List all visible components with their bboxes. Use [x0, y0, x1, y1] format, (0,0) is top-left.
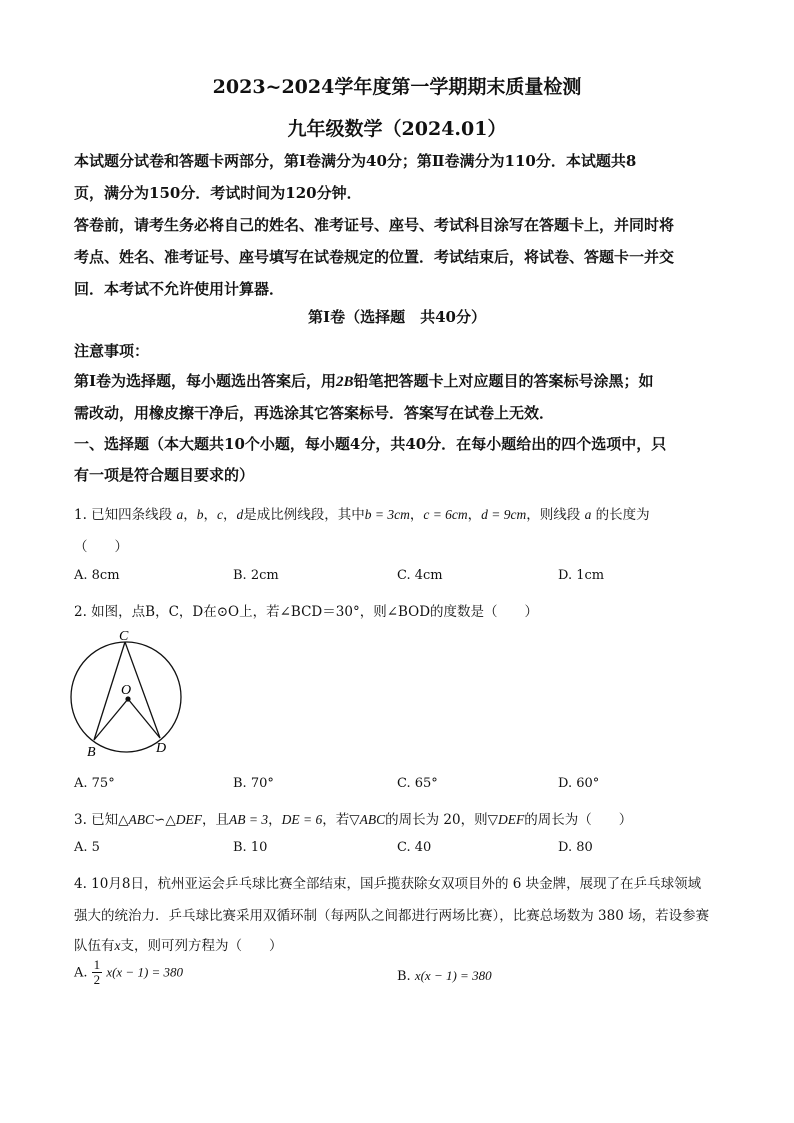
- circle-figure: [68, 628, 188, 763]
- q3-ab: AB = 3: [229, 812, 269, 827]
- q1-stem: [74, 503, 650, 523]
- q1-sep-4: ，: [409, 507, 424, 523]
- notes-text-c: 铅笔把答题卡上对应题目的答案标号涂黑；如: [353, 372, 654, 390]
- label-o: O: [121, 683, 132, 698]
- q3-text-e: 的周长为 20，则: [385, 812, 488, 828]
- q3-text-f: 的周长为（ ）: [524, 812, 633, 828]
- q4-line-3: [74, 934, 283, 954]
- q1-option-c[interactable]: C. 4cm: [397, 568, 443, 583]
- q1-var-a: a: [176, 507, 184, 522]
- q3-option-b[interactable]: B. 10: [233, 840, 268, 855]
- section-heading: 第Ⅰ卷（选择题 共40分）: [308, 308, 486, 326]
- q1-text-b: 是成比例线段，其中: [243, 507, 365, 523]
- q1-var-a-2: a: [584, 507, 592, 522]
- q4-option-b-label: B.: [397, 969, 411, 984]
- q1-var-d: d: [236, 507, 244, 522]
- notes-text-a: 第Ⅰ卷为选择题，每小题选出答案后，用: [74, 372, 337, 390]
- q1-text-c: ，则线段: [526, 507, 581, 523]
- exam-subtitle: 九年级数学（2024.01）: [287, 118, 507, 140]
- q4-line-1: 4. 10月8日，杭州亚运会乒乓球比赛全部结束，国乒揽获除女双项目外的 6 块金牌，展现了在乒乓球领域: [74, 876, 702, 892]
- q3-option-a[interactable]: A. 5: [74, 840, 100, 855]
- q1-sep-1: ，: [183, 507, 197, 523]
- q3-def: ▽DEF: [487, 812, 525, 827]
- fraction-denominator: 2: [93, 972, 101, 988]
- intro-line-2: 页，满分为150分．考试时间为120分钟．: [74, 184, 362, 202]
- part-heading-line-2: 有一项是符合题目要求的）: [74, 466, 255, 484]
- intro-line-4: 考点、姓名、准考证号、座号填写在试卷规定的位置．考试结束后，将试卷、答题卡一并交: [74, 248, 675, 266]
- fraction-numerator: 1: [93, 957, 101, 972]
- q3-option-d[interactable]: D. 80: [558, 840, 593, 855]
- q4-text-a: 队伍有: [74, 938, 115, 954]
- q1-c-value: c = 6cm: [423, 507, 468, 522]
- q2-option-a[interactable]: A. 75°: [74, 776, 115, 791]
- intro-line-5: 回．本考试不允许使用计算器．: [74, 280, 285, 298]
- radius-od: [128, 699, 160, 738]
- q1-text-a: 1. 已知四条线段: [74, 507, 173, 523]
- notes-label: 注意事项：: [74, 342, 150, 360]
- q2-stem: 2. 如图，点B，C，D在⊙O上，若∠BCD＝30°，则∠BOD的度数是（ ）: [74, 604, 539, 620]
- q3-stem: [74, 808, 632, 828]
- q3-option-c[interactable]: C. 40: [397, 840, 432, 855]
- pencil-grade: 2B: [336, 374, 354, 390]
- part-heading-line-1: 一、选择题（本大题共10个小题，每小题4分，共40分．在每小题给出的四个选项中，只: [74, 435, 667, 453]
- q1-option-a[interactable]: A. 8cm: [74, 568, 120, 583]
- q1-paren: （ ）: [74, 539, 128, 555]
- q1-var-b: b: [196, 507, 204, 522]
- exam-title: 2023~2024学年度第一学期期末质量检测: [212, 76, 582, 98]
- label-b: B: [87, 745, 96, 760]
- q2-option-d[interactable]: D. 60°: [558, 776, 600, 791]
- q4-option-b-expr: x(x − 1) = 380: [414, 968, 492, 983]
- q1-sep-2: ，: [203, 507, 217, 523]
- q4-option-a-expr: x(x − 1) = 380: [106, 964, 184, 980]
- q1-text-d: 的长度为: [595, 507, 650, 523]
- q1-option-b[interactable]: B. 2cm: [233, 568, 279, 583]
- q3-text-b: ，且: [202, 812, 229, 828]
- q4-text-b: 支，则可列方程为（ ）: [120, 938, 283, 954]
- notes-line-2: 需改动，用橡皮擦干净后，再选涂其它答案标号．答案写在试卷上无效．: [74, 404, 555, 422]
- q1-option-d[interactable]: D. 1cm: [558, 568, 605, 583]
- q1-sep-3: ，: [222, 507, 237, 523]
- notes-line-1: [74, 370, 654, 391]
- q1-d-value: d = 9cm: [481, 507, 527, 522]
- q3-similar: △ABC∽△DEF: [118, 812, 202, 827]
- q2-option-b[interactable]: B. 70°: [233, 776, 274, 791]
- q3-de: DE = 6: [281, 812, 323, 827]
- q2-option-c[interactable]: C. 65°: [397, 776, 438, 791]
- intro-line-3: 答卷前，请考生务必将自己的姓名、准考证号、座号、考试科目涂写在答题卡上，并同时将: [74, 216, 675, 234]
- q4-var-x: x: [114, 938, 121, 953]
- half-fraction: [92, 958, 103, 988]
- q1-b-value: b = 3cm: [364, 507, 410, 522]
- label-c: C: [119, 629, 129, 644]
- q1-sep-5: ，: [467, 507, 482, 523]
- label-d: D: [156, 741, 167, 756]
- q4-option-a[interactable]: [74, 958, 183, 988]
- intro-line-1: 本试题分试卷和答题卡两部分，第Ⅰ卷满分为40分；第Ⅱ卷满分为110分．本试题共8: [74, 152, 637, 170]
- q3-abc: ▽ABC: [349, 812, 386, 827]
- q4-line-2: 强大的统治力．乒乓球比赛采用双循环制（每两队之间都进行两场比赛），比赛总场数为 380 场，若设参赛: [74, 908, 710, 924]
- q3-text-d: ，若: [322, 812, 350, 828]
- q3-text-a: 3. 已知: [74, 812, 119, 828]
- q4-option-a-label: A.: [74, 965, 88, 981]
- q3-text-c: ，: [268, 812, 282, 828]
- radius-ob: [94, 699, 128, 740]
- q1-var-c: c: [216, 507, 223, 522]
- q4-option-b[interactable]: [397, 968, 492, 984]
